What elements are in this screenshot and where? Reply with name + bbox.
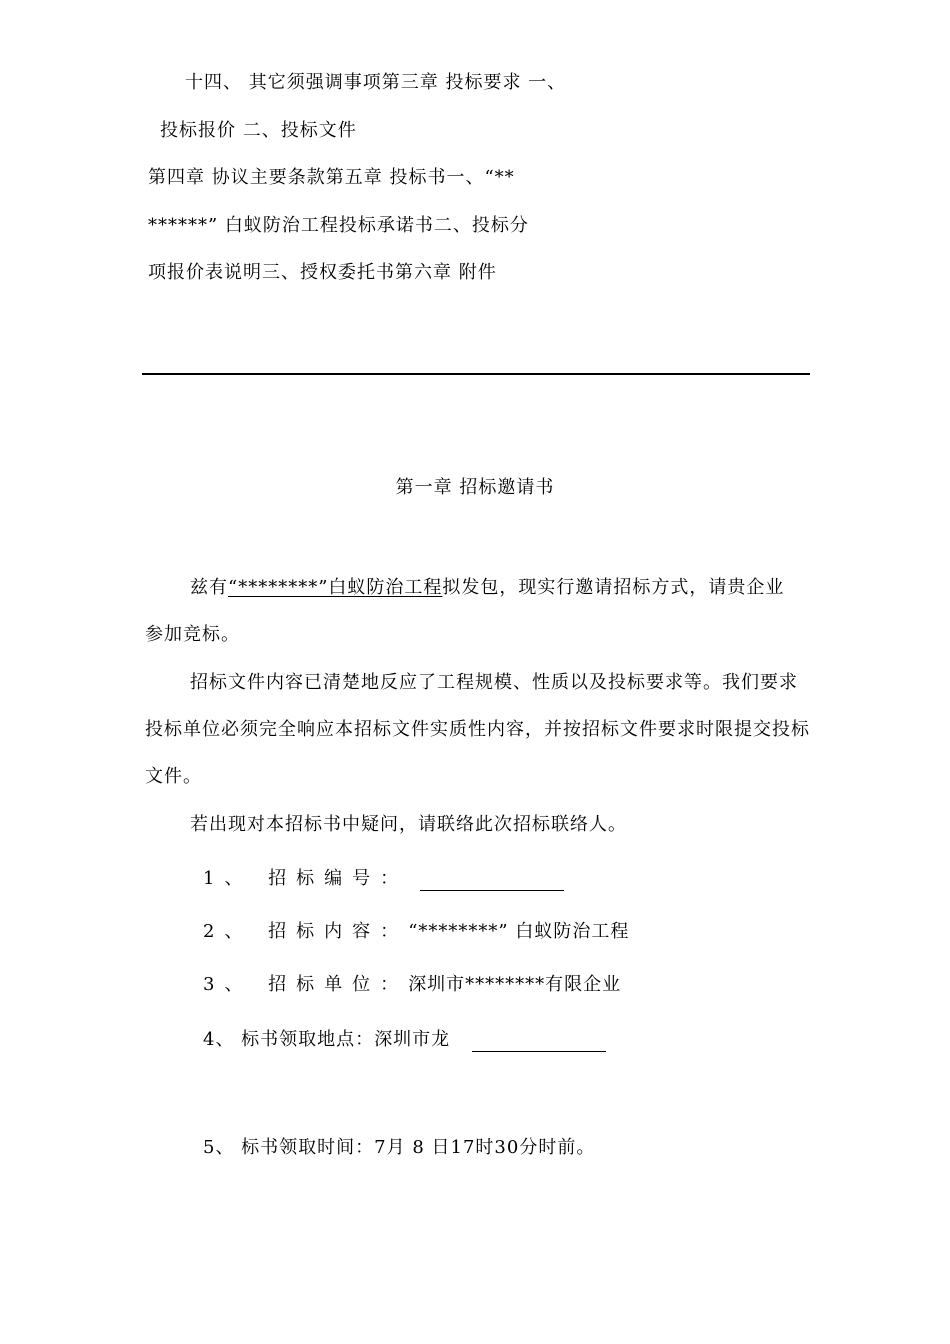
item-pickup-location-value: 深圳市龙 (374, 1029, 451, 1050)
item-bid-unit-value: 深圳市********有限企业 (408, 974, 622, 995)
paragraph-1-line-1 (190, 576, 784, 600)
project-name: “********”白蚁防治工程 (228, 577, 443, 598)
bid-number-blank (420, 872, 564, 891)
toc-line-2: 投标报价 二、投标文件 (160, 120, 357, 141)
item-bid-unit (203, 973, 621, 997)
item-bid-content-value: “********” 白蚁防治工程 (408, 921, 630, 942)
paragraph-2-line-2: 投标单位必须完全响应本招标文件实质性内容，并按招标文件要求时限提交投标 (145, 719, 810, 740)
chapter-title: 第一章 招标邀请书 (395, 477, 555, 498)
item-bid-number-label: 1、 招标编号： (203, 868, 409, 889)
toc-line-3: 第四章 协议主要条款第五章 投标书一、“** (148, 167, 515, 188)
item-bid-content-label: 2、 招标内容： (203, 921, 409, 942)
pickup-location-blank (472, 1033, 606, 1052)
item-pickup-location (203, 1028, 606, 1052)
toc-line-5: 项报价表说明三、授权委托书第六章 附件 (148, 262, 497, 283)
item-bid-unit-label: 3、 招标单位： (203, 974, 409, 995)
paragraph-3: 若出现对本招标书中疑问，请联络此次招标联络人。 (190, 814, 627, 835)
item-bid-content (203, 920, 629, 944)
paragraph-2-line-1: 招标文件内容已清楚地反应了工程规模、性质以及投标要求等。我们要求 (190, 672, 798, 693)
item-pickup-time: 5、 标书领取时间：7月 8 日17时30分时前。 (203, 1137, 596, 1158)
paragraph-2-line-3: 文件。 (145, 766, 202, 787)
toc-line-4: ******” 白蚁防治工程投标承诺书二、投标分 (148, 215, 529, 236)
paragraph-1-prefix: 兹有 (190, 577, 228, 598)
paragraph-1-line-2: 参加竞标。 (145, 624, 240, 645)
section-divider (142, 373, 810, 375)
toc-line-1: 十四、 其它须强调事项第三章 投标要求 一、 (185, 72, 567, 93)
paragraph-1-suffix: 拟发包，现实行邀请招标方式，请贵企业 (442, 577, 785, 598)
item-bid-number (203, 867, 564, 891)
item-pickup-location-label: 4、 标书领取地点： (203, 1029, 375, 1050)
